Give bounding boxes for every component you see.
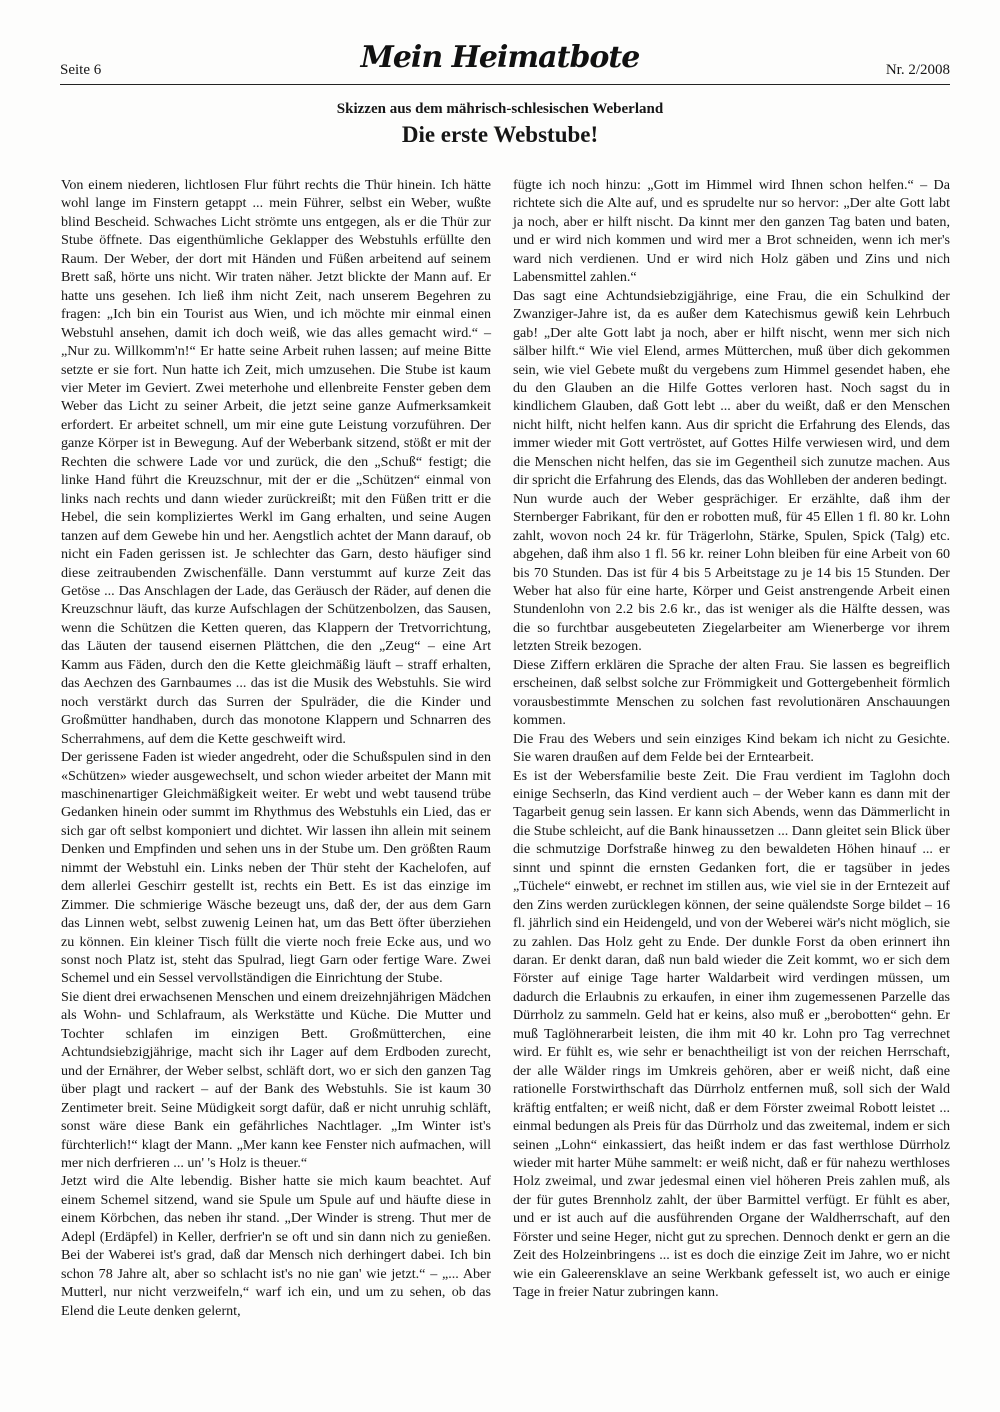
article-column-right: [513, 176, 950, 1302]
article-paragraph: fügte ich noch hinzu: „Gott im Himmel wird Ihnen schon helfen.“ – Da richtete sich die Alte auf, und es sprudelte nur so hervor: „Der alte Gott labt ja noch, aber er hilft nischt. Da kinnt mer den ganzen Tag baten und baten, und er wird nich kommen und wird mer a Brot schneiden, wenn ich mer's ward nich verdienen. Und er wird nich Holz gäben und Zins und nich Labensmittel zahlen.“: [513, 177, 950, 286]
masthead-logo: Mein Heimatbote: [360, 40, 640, 75]
article-paragraph: Die Frau des Webers und sein einziges Kind bekam ich nicht zu Gesichte. Sie waren draußen auf dem Felde bei der Erntearbeit.: [513, 730, 950, 766]
article-paragraph: Das sagt eine Achtundsiebzigjährige, eine Frau, die ein Schulkind der Zwanziger-Jahre ist, da es außer dem Katechismus gewiß kein Lehrbuch gab! „Der alte Gott labt ja noch, aber er hilft nischt, wenn mer sich nich sälber hilft.“ Wie viel Elend, armes Mütterchen, muß über dich gekommen sein, wie viel Gebete mußt du vergebens zum Himmel gesendet haben, ehe du den Glauben an die Hilfe Gottes verloren hast. Noch sagst du in kindlichem Glauben, daß Gott lebt ... aber du weißt, daß er den Menschen nicht hilft, nicht helfen kann. Aus dir spricht die Erfahrung des Elends, das immer wieder mit Gott vertröstet, auf Gottes Hilfe verwiesen wird, und dem die Menschen nicht helfen, das sie im Gegentheil sich zunutze machen. Aus dir spricht die Erfahrung des Elends, das das Wohlleben der anderen bedingt.: [513, 287, 950, 489]
article-title: Die erste Webstube!: [401, 122, 599, 147]
article-paragraph: Diese Ziffern erklären die Sprache der alten Frau. Sie lassen es begreiflich erscheinen, daß selbst solche zur Frömmigkeit und Gottergebenheit förmlich vorausbestimmte Menschen zu solchen fast revolutionären Anschauungen kommen.: [513, 656, 950, 729]
article-kicker: Skizzen aus dem mährisch-schlesischen Weberland: [336, 101, 664, 117]
article-paragraph: Nun wurde auch der Weber gesprächiger. Er erzählte, daß ihm der Sternberger Fabrikant, für den er robotten muß, für 45 Ellen 1 fl. 80 kr. Lohn zahlt, wovon noch 24 kr. für Trägerlohn, Stärke, Spulen, Spick (Talg) etc. abgehen, daß ihm also 1 fl. 56 kr. reiner Lohn bleiben für eine Arbeit von 60 bis 70 Stunden. Das ist für 4 bis 5 Arbeitstage zu je 14 bis 15 Stunden. Der Weber hat also für eine harte, Körper und Geist anstrengende Arbeit einen Stundenlohn von 2.2 bis 2.6 kr., das ist weniger als die Hälfte dessen, was die so furchtbar ausgebeuteten Ziegelarbeiter am Wienerberge vor ihrem letzten Streik bezogen.: [513, 490, 950, 655]
article-column-left: [61, 176, 491, 1320]
article-paragraph: Der gerissene Faden ist wieder angedreht, oder die Schußspulen sind in den «Schützen» wieder ausgewechselt, und schon wieder arbeitet der Mann mit maschinenartiger Gleichmäßigkeit weiter. Er webt und webt tausend trübe Gedanken hinein oder summt im Rhythmus des Webstuhls ein Lied, das er sich gar oft selbst komponiert und dichtet. Wir lassen ihn allein mit seinem Denken und Empfinden und sehen uns in der Stube um. Den größten Raum nimmt der Webstuhl ein. Links neben der Thür steht der Kachelofen, auf dem allerlei Geschirr gestellt ist, rechts ein Bett. Es ist das einzige im Zimmer. Die schmierige Wäsche bezeugt uns, daß der, der aus dem Garn das Linnen webt, selbst zuwenig Leinen hat, um das Bett öfter überziehen zu können. Ein kleiner Tisch füllt die vierte noch freie Ecke aus, und wo sonst noch Platz ist, steht das Spulrad, liegt Garn oder fertige Ware. Zwei Schemel und ein Sessel vervollständigen die Einrichtung der Stube.: [61, 749, 491, 987]
article-paragraph: Sie dient drei erwachsenen Menschen und einem dreizehnjährigen Mädchen als Wohn- und Schlafraum, als Werkstätte und Küche. Die Mutter und Tochter schlafen im einzigen Bett. Großmütterchen, eine Achtundsiebzigjährige, macht sich ihr Lager auf dem Erdboden zurecht, und der Ernährer, der Weber selbst, schläft dort, wo er sich den ganzen Tag über plagt und rackert – auf der Bank des Webstuhls. Sie ist kaum 30 Zentimeter breit. Seine Müdigkeit sorgt dafür, daß er nicht unruhig schläft, sonst wäre diese Bank ein gefährliches Nachtlager. „Im Winter ist's fürchterlich!“ klagt der Mann. „Mer kann kee Fenster nich aufmachen, will mer nich derfrieren ... un' 's Holz is theuer.“: [61, 988, 491, 1172]
article-paragraph: Von einem niederen, lichtlosen Flur führt rechts die Thür hinein. Ich hätte wohl lange im Finstern getappt ... mein Führer, selbst ein Weber, wußte blind Bescheid. Schwaches Licht strömte uns entgegen, als er die Thür zur Stube öffnete. Das eigenthümliche Geklapper des Webstuhls erfüllte den Raum. Der Weber, der dort mit Händen und Füßen arbeitend auf seinem Brett saß, hörte uns nicht. Wir traten näher. Jetzt blickte der Mann auf. Er hatte uns gesehen. Ich ließ ihm nicht Zeit, nach unserem Begehren zu fragen: „Ich bin ein Tourist aus Wien, und ich möchte mir einmal einen Webstuhl ansehen, damit ich doch weiß, wie das alles gemacht wird.“ – „Nur zu. Willkomm'n!“ Er hatte seine Arbeit ruhen lassen; auf meine Bitte setzte er sie fort. Nun hatte ich Zeit, mich umzusehen. Die Stube ist kaum vier Meter im Geviert. Zwei meterhohe und ellenbreite Fenster geben dem Weber das Licht zu seiner Arbeit, die jetzt seine ganze Aufmerksamkeit erfordert. Er arbeitet schnell, um mir eine gute Leistung vorzuführen. Der ganze Körper ist in Bewegung. Auf der Weberbank sitzend, stößt er mit der Rechten die schwere Lade vor und zurück, die den „Schuß“ festigt; die linke Hand führt die Kreuzschnur, mit der er die „Schützen“ einmal von links nach rechts und dann wieder zurückreißt; mit den Füßen tritt er die Hebel, die sein kompliziertes Werkl im Gang erhalten, und seine Augen tanzen auf dem Gewebe hin und her. Aengstlich achtet der Mann darauf, ob nicht ein Faden gerissen ist. Je schlechter das Garn, desto häufiger sind diese zeitraubenden Zwischenfälle. Dann verstummt auf kurze Zeit das Getöse ... Das Anschlagen der Lade, das Geräusch der Räder, auf denen die Kreuzschnur läuft, das kurze Aufschlagen der Schützenbolzen, das Sausen, wenn die Schützen die Ketten queren, das Klappern der Tretvorrichtung, das Läuten der tausend eisernen Plättchen, die den „Zeug“ – eine Art Kamm aus Fäden, durch den die Kette gleichmäßig läuft – straff erhalten, das Aechzen des Garnbaumes ... das ist die Musik des Webstuhls. Sie wird noch verstärkt durch das Surren der Spulräder, die die Kinder und Großmütter handhaben, durch das monotone Klappern und Schnarren des Scherrahmens, auf dem die Kette geschweift wird.: [61, 177, 491, 747]
header-rule: [60, 84, 950, 85]
issue-number: Nr. 2/2008: [885, 62, 950, 78]
article-paragraph: Jetzt wird die Alte lebendig. Bisher hatte sie mich kaum beachtet. Auf einem Schemel sitzend, wand sie Spule um Spule auf und häufte diese in einem Körbchen, das neben ihr stand. „Der Winder is streng. Thut mer de Adepl (Erdäpfel) in Keller, derfrier'n se oft und sin dann nich zu genießen. Bei der Waberei ist's grad, daß dar Mensch nich derhingert dabei. Ich bin schon 78 Jahre alt, aber so schlacht ist's no nie gan' wie jetzt.“ – „... Aber Mutterl, nur nicht verzweifeln,“ warf ich ein, und um zu sehen, ob das Elend die Leute denken gelernt,: [61, 1173, 491, 1319]
article-paragraph: Es ist der Webersfamilie beste Zeit. Die Frau verdient im Taglohn doch einige Sechserln, das Kind verdient auch – der Weber kann es dann mit der Tagarbeit genug sein lassen. Er kann sich Abends, wenn das Dämmerlicht in die Stube schleicht, auf die Bank hinaussetzen ... Dann gleitet sein Blick über die schmutzige Dorfstraße hinweg zu den bewaldeten Höhen hinauf ... er sinnt und spinnt die ernsten Gedanken fort, die er tagsüber in jedes „Tüchele“ einwebt, er rechnet im stillen aus, wie viel sie in der Erntezeit auf den Zins werden zurücklegen können, der seine quälendste Sorge bildet – 16 fl. jährlich sind ein Heidengeld, und von der Weberei wär's nicht möglich, sie zu zahlen. Das Holz geht zu Ende. Der dunkle Forst da oben erinnert ihn daran. Er denkt daran, daß nun bald wieder die Zeit kommt, wo er sich dem Förster auf einige Tage harter Waldarbeit wird verdingen müssen, um dadurch die Erlaubnis zu erkaufen, in einer ihm zugemessenen Parzelle das Dürrholz zu sammeln. Geld hat er keins, also muß er „berobotten“ gehn. Er muß Taglöhnerarbeit leisten, die ihm mit 40 kr. Lohn pro Tag verrechnet wird. Er fühlt es, wie sehr er benachtheiligt ist von der reichen Herrschaft, der alle Wälder rings im Umkreis gehören, aber er weiß nicht, daß eine rationelle Forstwirthschaft das Dürrholz entfernen muß, soll sich der Wald kräftig entfalten; er weiß nicht, daß er dem Förster zweimal Robott leistet ... einmal bedungen als Preis für das Dürrholz und das zweitemal, indem er sich seinen „Lohn“ einkassiert, das heißt indem er das fast werthlose Dürrholz wieder mit harter Mühe sammelt: er weiß nicht, daß er für nahezu werthloses Holz zweimal, und zwar jedesmal einen viel höheren Preis zahlen muß, als der für gutes Brennholz zahlt, der über Barmittel verfügt. Er fühlt es aber, und er ist auch auf die ausführenden Organe der Waldherrschaft, auf den Förster und seine Heger, nicht gut zu sprechen. Dennoch denkt er gern an die Zeit des Holzeinbringens ... ist es doch die einzige Zeit im Jahre, wo er nicht wie ein Galeerensklave an seine Werkbank gefesselt ist, wo auch er einige Tage in freier Natur zubringen kann.: [513, 767, 950, 1301]
page-number: Seite 6: [60, 62, 102, 78]
